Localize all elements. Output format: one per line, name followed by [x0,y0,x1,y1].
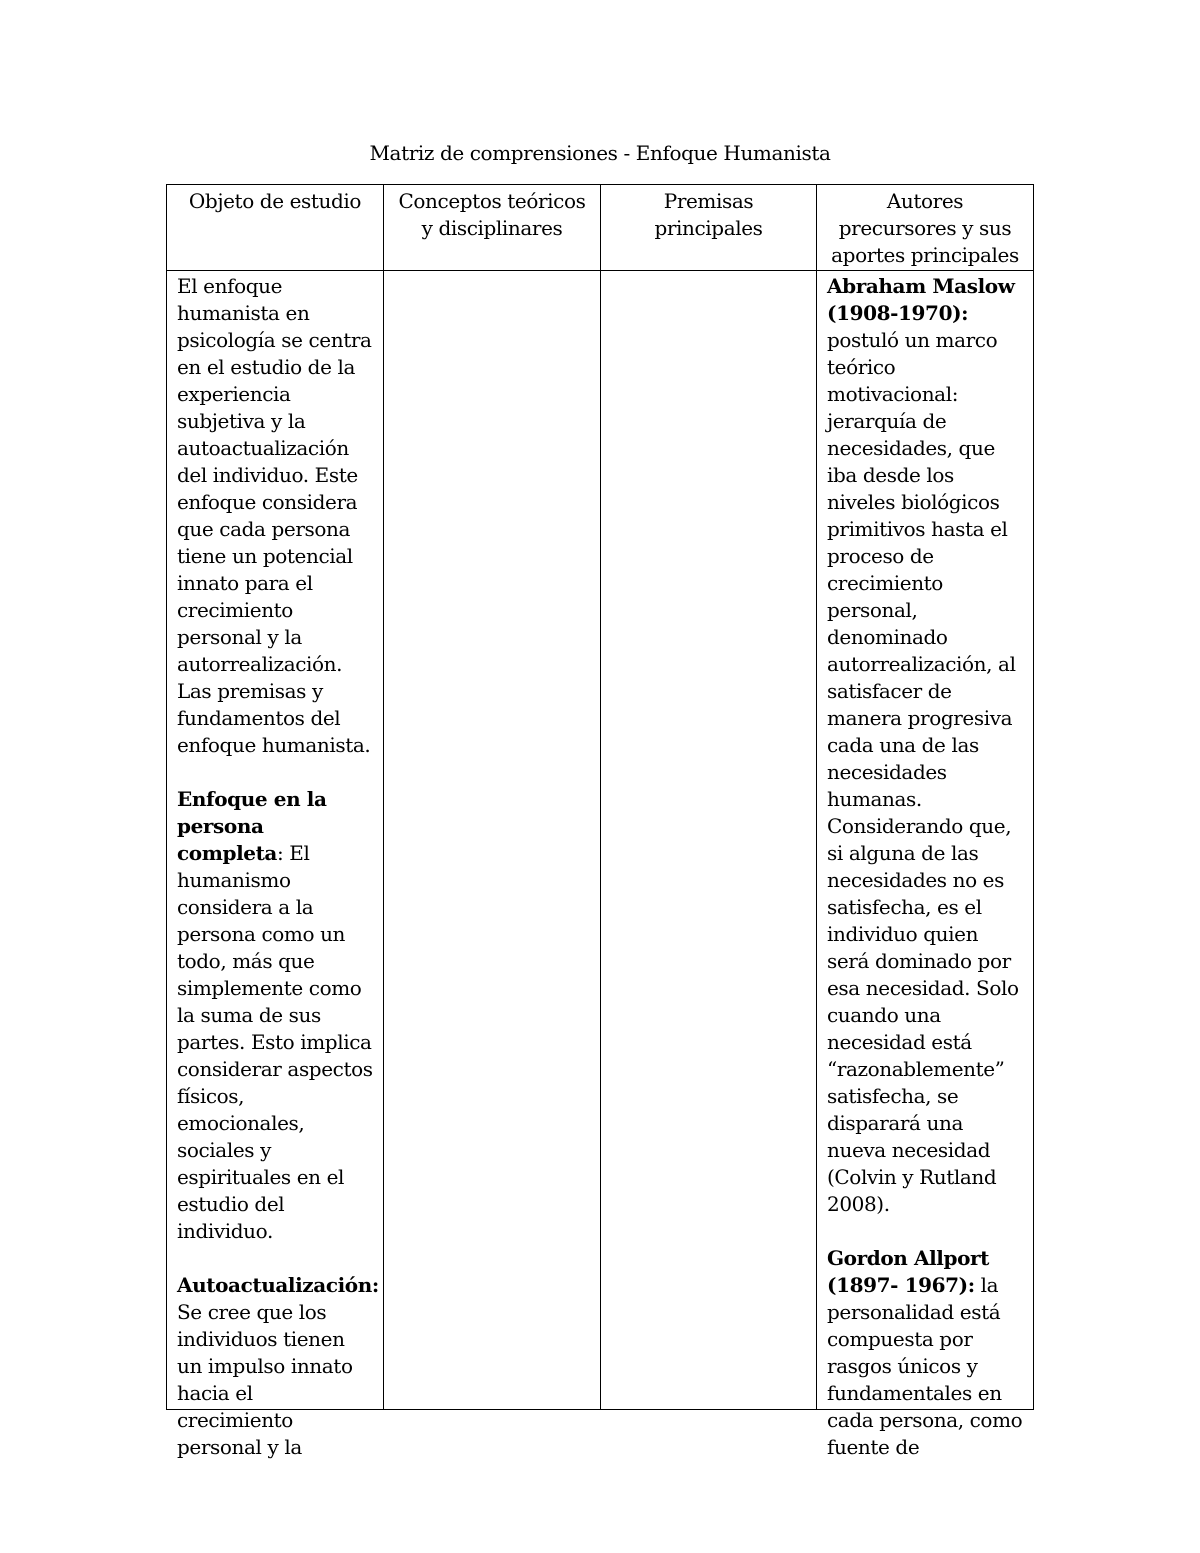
cell-objeto-de-estudio [167,271,384,1459]
author-entry-maslow [827,273,1023,1218]
author-heading-maslow: Abraham Maslow (1908-1970): [827,274,1015,325]
author-heading-allport: Gordon Allport (1897- 1967): [827,1246,989,1297]
objeto-section-persona-completa [177,786,373,1245]
paragraph-spacer [177,759,373,786]
page-title: Matriz de comprensiones - Enfoque Humanista [369,141,831,165]
table-row [167,271,1034,1410]
cell-premisas [601,271,817,1410]
header-conceptos: Conceptos teóricos y disciplinares [384,185,601,271]
comprehension-matrix-table [166,184,1034,1459]
author-text-maslow: postuló un marco teórico motivacional: jerarquía de necesidades, que iba desde los niveles biológicos primitivos hasta el proceso de crecimiento personal, denominado autorrealización, al satisfacer de manera progresiva cada una de las necesidades humanas. Considerando que, si alguna de las necesidades no es satisfecha, es el individuo quien será dominado por esa necesidad. Solo cuando una necesidad está “razonablemente” satisfecha, se disparará una nueva necesidad (Colvin y Rutland 2008). [827,328,1019,1216]
cell-autores [817,271,1034,1459]
header-autores: Autores precursores y sus aportes principales [817,185,1034,271]
author-text-allport: la personalidad está compuesta por rasgos únicos y fundamentales en cada persona, como fuente de [827,1273,1023,1459]
section-text-autoactualizacion: Se cree que los individuos tienen un impulso innato hacia el crecimiento personal y la [177,1300,353,1459]
objeto-section-autoactualizacion [177,1272,379,1461]
objeto-intro-text: El enfoque humanista en psicología se centra en el estudio de la experiencia subjetiva y la autoactualización del individuo. Este enfoque considera que cada persona tiene un potencial innato para el crecimiento personal y la autorrealización. Las premisas y fundamentos del enfoque humanista. [177,274,372,757]
cell-conceptos [384,271,601,1410]
section-heading-autoactualizacion: Autoactualización: [177,1273,379,1297]
section-text-persona-completa: El humanismo considera a la persona como un todo, más que simplemente como la suma de sus partes. Esto implica considerar aspectos físicos, emocionales, sociales y espirituales en el estudio del individuo. [177,841,373,1243]
author-entry-allport [827,1245,1023,1461]
table-header-row [167,185,1034,271]
header-objeto-de-estudio: Objeto de estudio [167,185,384,271]
header-premisas: Premisas principales [601,185,817,271]
paragraph-spacer [827,1218,1023,1245]
paragraph-spacer [177,1245,373,1272]
section-heading-separator: : [276,841,284,865]
section-heading-persona-completa: Enfoque en la persona completa [177,787,327,865]
